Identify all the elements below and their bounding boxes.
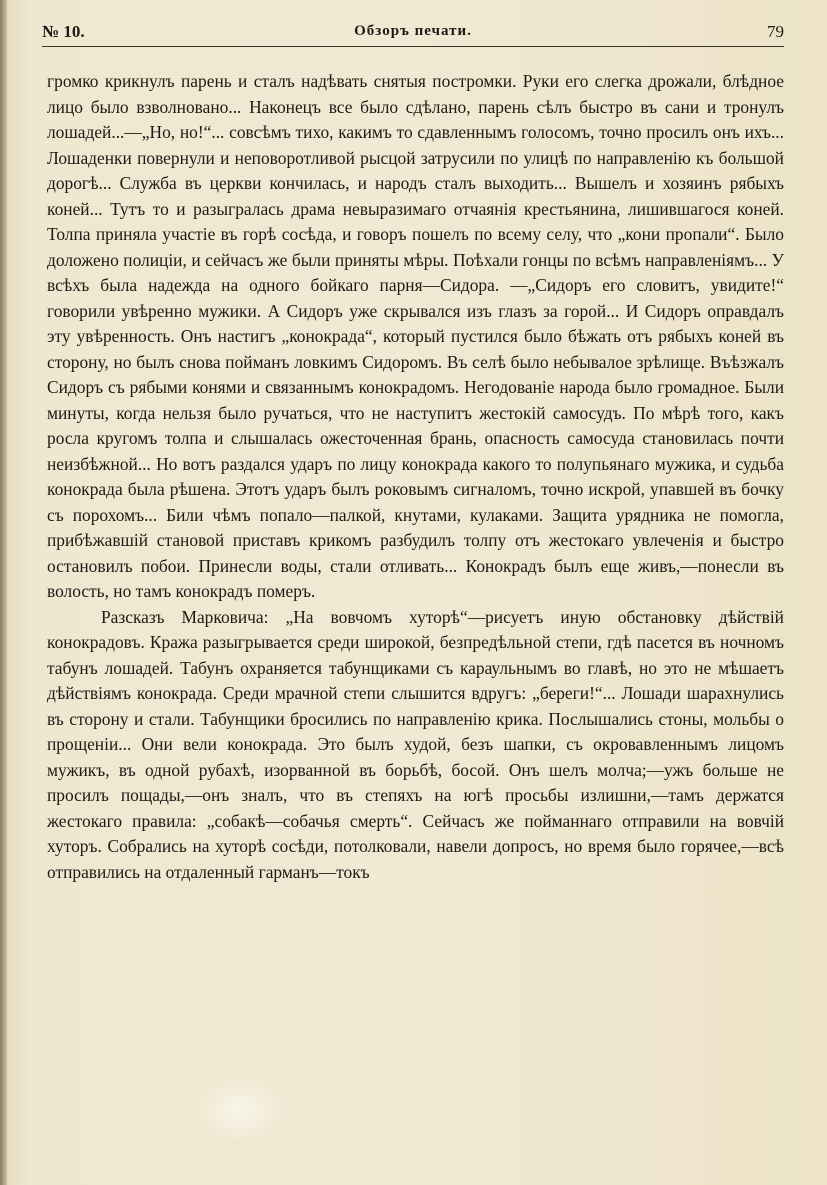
book-spine — [0, 0, 7, 1185]
issue-number: № 10. — [42, 22, 85, 41]
print-smudge — [195, 1075, 285, 1145]
paragraph-2: Разсказъ Марковича: „На вовчомъ хуторѣ“—рисуетъ иную обстановку дѣйствій конокрадовъ. Кража разыгрывается среди широкой, безпредѣльной степи, гдѣ пасется въ ночномъ табунъ лошадей. Табунъ охраняется табунщиками съ караульнымъ во главѣ, но это не мѣшаетъ дѣйствіямъ конокрада. Среди мрачной степи слышится вдругъ: „береги!“... Лошади шарахнулись въ сторону и стали. Табунщики бросились по направленію крика. Послышались стоны, мольбы о прощеніи... Они вели конокрада. Это былъ худой, безъ шапки, съ окровавленнымъ лицомъ мужикъ, въ одной рубахѣ, изорванной въ борьбѣ, босой. Онъ шелъ молча;—ужъ больше не просилъ пощады,—онъ зналъ, что въ степяхъ на югѣ просьбы излишни,—тамъ держатся жестокаго правила: „собакѣ—собачья смерть“. Сейчасъ же пойманнаго отправили на вовчій хуторъ. Собрались на хуторѣ сосѣди, потолковали, навели допросъ, но время было горячее,—всѣ отправились на отдаленный гарманъ—токъ — [47, 606, 784, 882]
page-number: 79 — [767, 22, 784, 41]
running-title: Обзоръ печати. — [354, 23, 472, 39]
paragraph-1: громко крикнулъ парень и сталъ надѣвать снятыя постромки. Руки его слегка дрожали, блѣдное лицо было взволновано... Наконецъ все было сдѣлано, парень сѣлъ быстро въ сани и тронулъ лошадей...—„Но, но!“... совсѣмъ тихо, какимъ то сдавленнымъ голосомъ, точно просилъ онъ ихъ... Лошаденки повернули и неповоротливой рысцой затрусили по улицѣ по направленію къ большой дорогѣ... Служба въ церкви кончилась, и народъ сталъ выходить... Вышелъ и хозяинъ рябыхъ коней... Тутъ то и разыгралась драма невыразимаго отчаянія крестьянина, лишившагося коней. Толпа приняла участіе въ горѣ сосѣда, и говоръ пошелъ по всему селу, что „кони пропали“. Было доложено полиціи, и сейчасъ же были приняты мѣры. Поѣхали гонцы по всѣмъ направленіямъ... У всѣхъ была надежда на одного бойкаго парня—Сидора. —„Сидоръ его словитъ, увидите!“ говорили увѣренно мужики. А Сидоръ уже скрывался изъ глазъ за горой... И Сидоръ оправдалъ эту увѣренность. Онъ настигъ „конокрада“, который пустился было бѣжать отъ рябыхъ коней въ сторону, но былъ снова пойманъ ловкимъ Сидоромъ. Въ селѣ было небывалое зрѣлище. Въѣзжалъ Сидоръ съ рябыми конями и связаннымъ конокрадомъ. Негодованіе народа было громадное. Были минуты, когда нельзя было ручаться, что не наступитъ жестокій самосудъ. По мѣрѣ того, какъ росла кругомъ толпа и слышалась ожесточенная брань, опасность самосуда становилась почти неизбѣжной... Но вотъ раздался ударъ по лицу конокрада какого то полупьянаго мужика, и судьба конокрада была рѣшена. Этотъ ударъ былъ роковымъ сигналомъ, точно искрой, упавшей въ бочку съ порохомъ... Били чѣмъ попало—палкой, кнутами, кулаками. Защита урядника не помогла, прибѣжавшій становой приставъ крикомъ разбудилъ толпу отъ жестокаго увлеченія и быстро остановилъ побои. Принесли воды, стали отливать... Конокрадъ былъ еще живъ,—понесли въ волость, но тамъ конокрадъ померъ. — [47, 71, 784, 601]
body-text — [47, 69, 784, 885]
running-header — [42, 20, 784, 46]
header-rule — [42, 46, 784, 47]
